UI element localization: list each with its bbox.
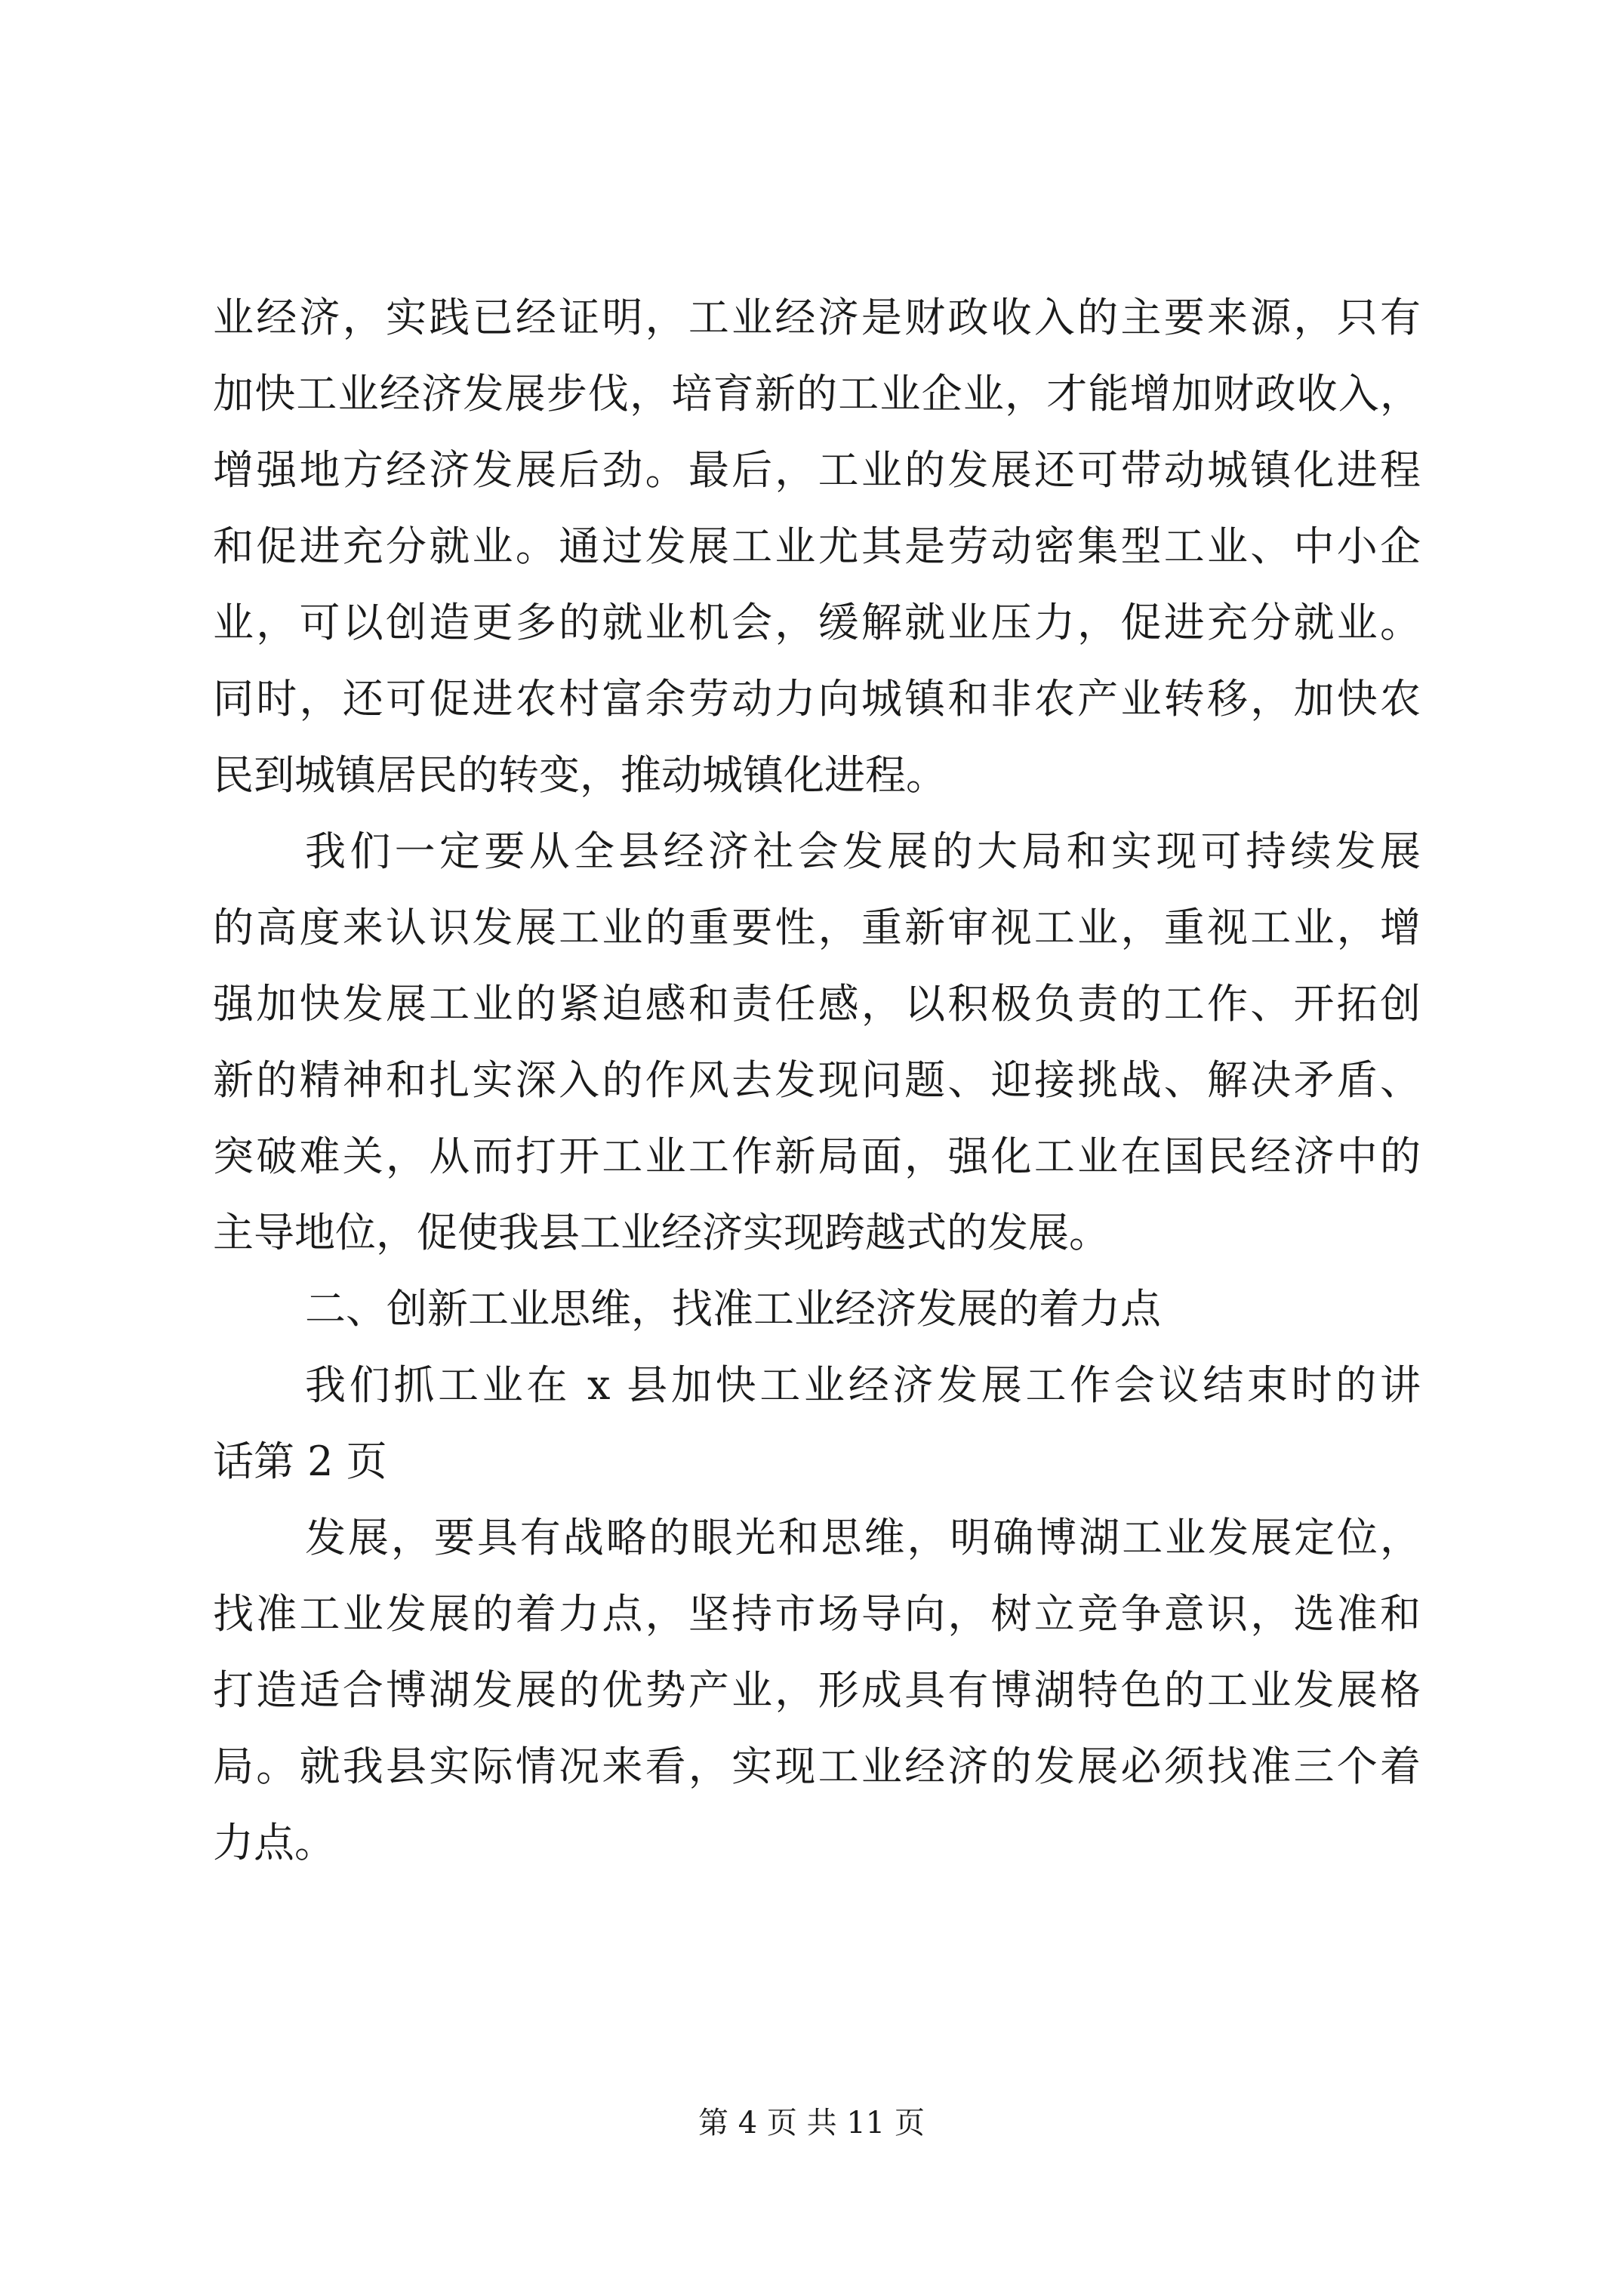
- text-line: 话第 2 页: [213, 1438, 387, 1485]
- text-line: 打造适合博湖发展的优势产业，形成具有博湖特色的工业发展格: [213, 1666, 1421, 1714]
- text-line: 突破难关，从而打开工业工作新局面，强化工业在国民经济中的: [213, 1133, 1421, 1180]
- text-line: 强加快发展工业的紧迫感和责任感，以积极负责的工作、开拓创: [213, 980, 1421, 1028]
- text-line: 业，可以创造更多的就业机会，缓解就业压力，促进充分就业。: [213, 599, 1421, 646]
- text-line: 民到城镇居民的转变，推动城镇化进程。: [213, 751, 947, 799]
- text-line: 找准工业发展的着力点，坚持市场导向，树立竞争意识，选准和: [213, 1590, 1421, 1638]
- text-line: 同时，还可促进农村富余劳动力向城镇和非农产业转移，加快农: [213, 675, 1421, 723]
- text-line: 增强地方经济发展后劲。最后，工业的发展还可带动城镇化进程: [213, 446, 1421, 494]
- text-line: 和促进充分就业。通过发展工业尤其是劳动密集型工业、中小企: [213, 522, 1421, 570]
- text-line: 发展，要具有战略的眼光和思维，明确博湖工业发展定位，: [305, 1514, 1421, 1561]
- text-line: 的高度来认识发展工业的重要性，重新审视工业，重视工业，增: [213, 904, 1421, 951]
- page-footer: 第 4 页 共 11 页: [698, 2106, 925, 2140]
- text-line: 新的精神和扎实深入的作风去发现问题、迎接挑战、解决矛盾、: [213, 1056, 1421, 1104]
- text-line: 局。就我县实际情况来看，实现工业经济的发展必须找准三个着: [213, 1743, 1421, 1790]
- text-line: 业经济，实践已经证明，工业经济是财政收入的主要来源，只有: [213, 294, 1421, 341]
- document-body: [213, 279, 1421, 1881]
- text-line: 加快工业经济发展步伐，培育新的工业企业，才能增加财政收入，: [213, 370, 1421, 418]
- text-line: 我们一定要从全县经济社会发展的大局和实现可持续发展: [305, 827, 1421, 875]
- text-line: 力点。: [213, 1819, 335, 1866]
- text-line: 二、创新工业思维，找准工业经济发展的着力点: [305, 1285, 1161, 1333]
- text-line: 我们抓工业在 x 县加快工业经济发展工作会议结束时的讲: [305, 1361, 1421, 1409]
- text-line: 主导地位，促使我县工业经济实现跨越式的发展。: [213, 1209, 1110, 1256]
